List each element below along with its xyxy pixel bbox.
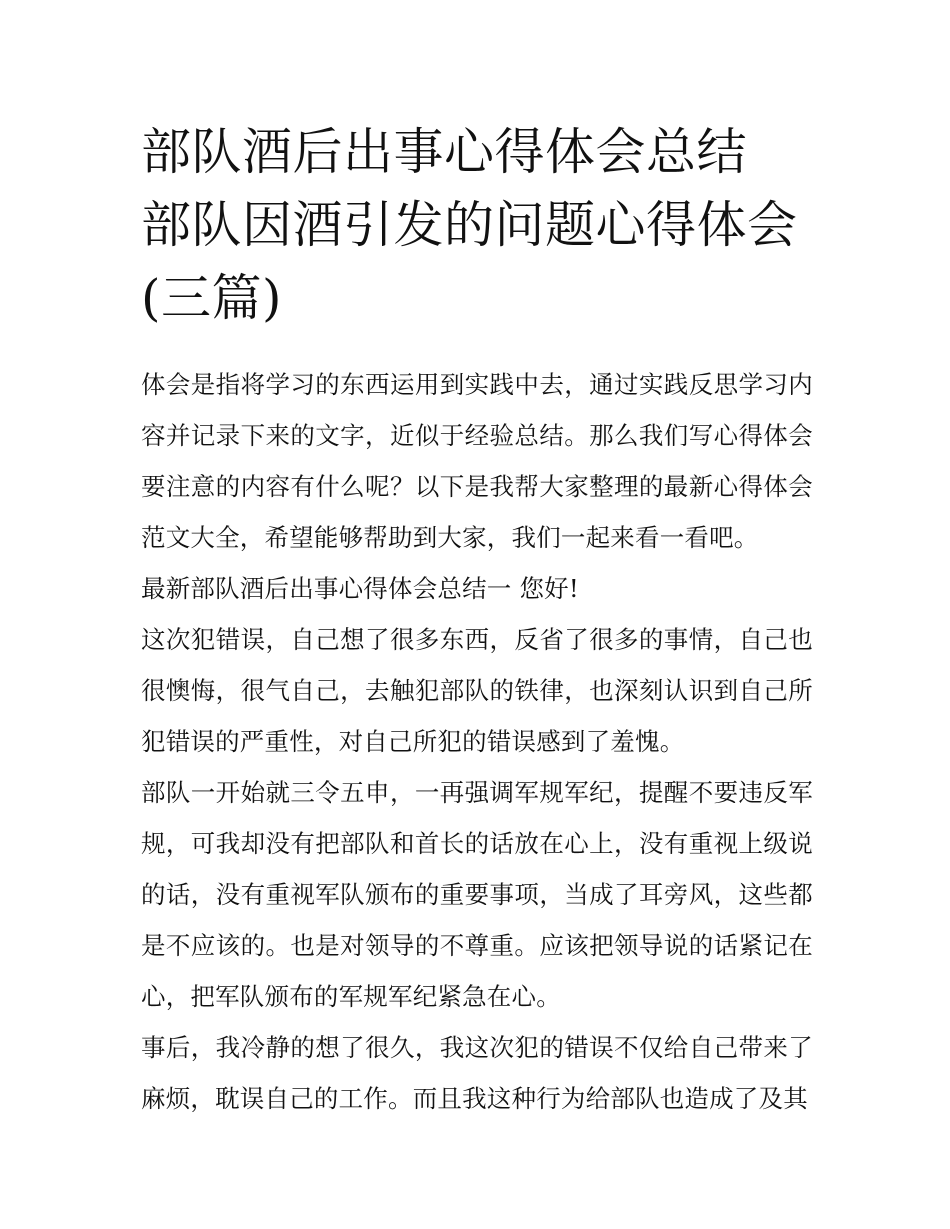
intro-paragraph: 体会是指将学习的东西运用到实践中去，通过实践反思学习内容并记录下来的文字，近似于经验总结。那么我们写心得体会要注意的内容有什么呢？以下是我帮大家整理的最新心得体会范文大全，希望能够帮助到大家，我们一起来看一看吧。 — [141, 370, 813, 552]
section-heading-paragraph: 最新部队酒后出事心得体会总结一 您好! — [141, 574, 579, 603]
document-title: 部队酒后出事心得体会总结 部队因酒引发的问题心得体会(三篇) — [141, 123, 798, 327]
body-paragraph: 这次犯错误，自己想了很多东西，反省了很多的事情，自己也很懊悔，很气自己，去触犯部队的铁律，也深刻认识到自己所犯错误的严重性，对自己所犯的错误感到了羞愧。 — [141, 625, 813, 756]
body-paragraph: 部队一开始就三令五申，一再强调军规军纪，提醒不要违反军规，可我却没有把部队和首长的话放在心上，没有重视上级说的话，没有重视军队颁布的重要事项，当成了耳旁风，这些都是不应该的。也是对领导的不尊重。应该把领导说的话紧记在心，把军队颁布的军规军纪紧急在心。 — [141, 778, 813, 1011]
document-page — [141, 116, 813, 1124]
body-paragraph: 事后，我冷静的想了很久，我这次犯的错误不仅给自己带来了麻烦，耽误自己的工作。而且我这种行为给部队也造成了及其 — [141, 1033, 813, 1113]
